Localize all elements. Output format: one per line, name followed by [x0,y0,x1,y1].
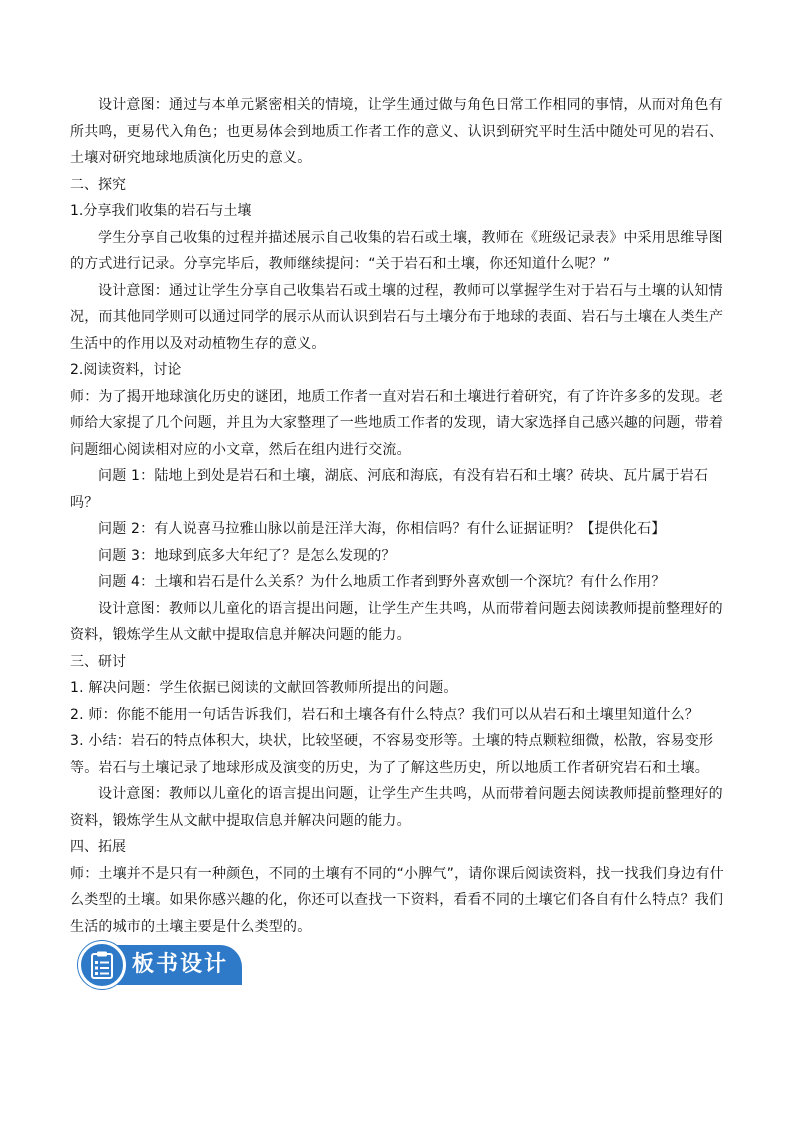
design-intent-paragraph-3: 设计意图：教师以儿童化的语言提出问题，让学生产生共鸣，从而带着问题去阅读教师提前整理好的资料，锻炼学生从文献中提取信息并解决问题的能力。 [70,600,723,643]
design-intent-paragraph-2: 设计意图：通过让学生分享自己收集岩石或土壤的过程，教师可以掌握学生对于岩石与土壤的认知情况，而其他同学则可以通过同学的展示从而认识到岩石与土壤分布于地球的表面、岩石与土壤在人类生产生活中的作用以及对动植物生存的意义。 [70,282,724,352]
share-paragraph: 学生分享自己收集的过程并描述展示自己收集的岩石或土壤，教师在《班级记录表》中采用思维导图的方式进行记录。分享完毕后，教师继续提问：“关于岩石和土壤，你还知道什么呢？” [70,229,723,272]
subheading-share: 1.分享我们收集的岩石与土壤 [70,203,252,219]
question-1: 问题 1：陆地上到处是岩石和土壤，湖底、河底和海底，有没有岩石和土壤？砖块、瓦片属于岩石吗？ [70,468,709,511]
section-heading-discuss: 三、研讨 [70,653,126,670]
blackboard-design-banner [78,941,242,989]
question-3: 问题 3：地球到底多大年纪了？是怎么发现的？ [98,547,396,564]
discuss-item-2: 2. 师：你能不能用一句话告诉我们，岩石和土壤各有什么特点？我们可以从岩石和土壤里知道什么？ [70,706,700,723]
section-heading-extend: 四、拓展 [70,839,126,855]
document-body [70,92,726,940]
section-heading-explore: 二、探究 [70,176,126,193]
question-2: 问题 2：有人说喜马拉雅山脉以前是汪洋大海，你相信吗？有什么证据证明？【提供化石】 [98,521,666,537]
design-intent-paragraph-4: 设计意图：教师以儿童化的语言提出问题，让学生产生共鸣，从而带着问题去阅读教师提前整理好的资料，锻炼学生从文献中提取信息并解决问题的能力。 [70,786,723,829]
question-4: 问题 4：土壤和岩石是什么关系？为什么地质工作者到野外喜欢刨一个深坑？有什么作用？ [98,574,666,590]
banner-icon-badge [78,941,126,989]
discuss-item-3: 3. 小结：岩石的特点体积大，块状，比较坚硬，不容易变形等。土壤的特点颗粒细微，松散，容易变形等。岩石与土壤记录了地球形成及演变的历史，为了了解这些历史，所以地质工作者研究岩石和土壤。 [70,733,714,776]
extend-paragraph: 师：土壤并不是只有一种颜色，不同的土壤有不同的“小脾气”，请你课后阅读资料，找一找我们身边有什么类型的土壤。如果你感兴趣的化，你还可以查找一下资料，看看不同的土壤它们各自有什么特点？我们生活的城市的土壤主要是什么类型的。 [70,865,724,935]
banner-title: 板书设计 [132,952,229,977]
teacher-intro-paragraph: 师：为了揭开地球演化历史的谜团，地质工作者一直对岩石和土壤进行着研究，有了许许多多的发现。老师给大家提了几个问题，并且为大家整理了一些地质工作者的发现，请大家选择自己感兴趣的问题，带着问题细心阅读相对应的小文章，然后在组内进行交流。 [70,388,724,458]
clipboard-checklist-icon [90,951,114,979]
subheading-reading: 2.阅读资料，讨论 [70,362,182,378]
discuss-item-1: 1. 解决问题：学生依据已阅读的文献回答教师所提出的问题。 [70,680,458,696]
design-intent-paragraph-1: 设计意图：通过与本单元紧密相关的情境，让学生通过做与角色日常工作相同的事情，从而对角色有所共鸣，更易代入角色；也更易体会到地质工作者工作的意义、认识到研究平时生活中随处可见的岩石、土壤对研究地球地质演化历史的意义。 [70,97,724,166]
